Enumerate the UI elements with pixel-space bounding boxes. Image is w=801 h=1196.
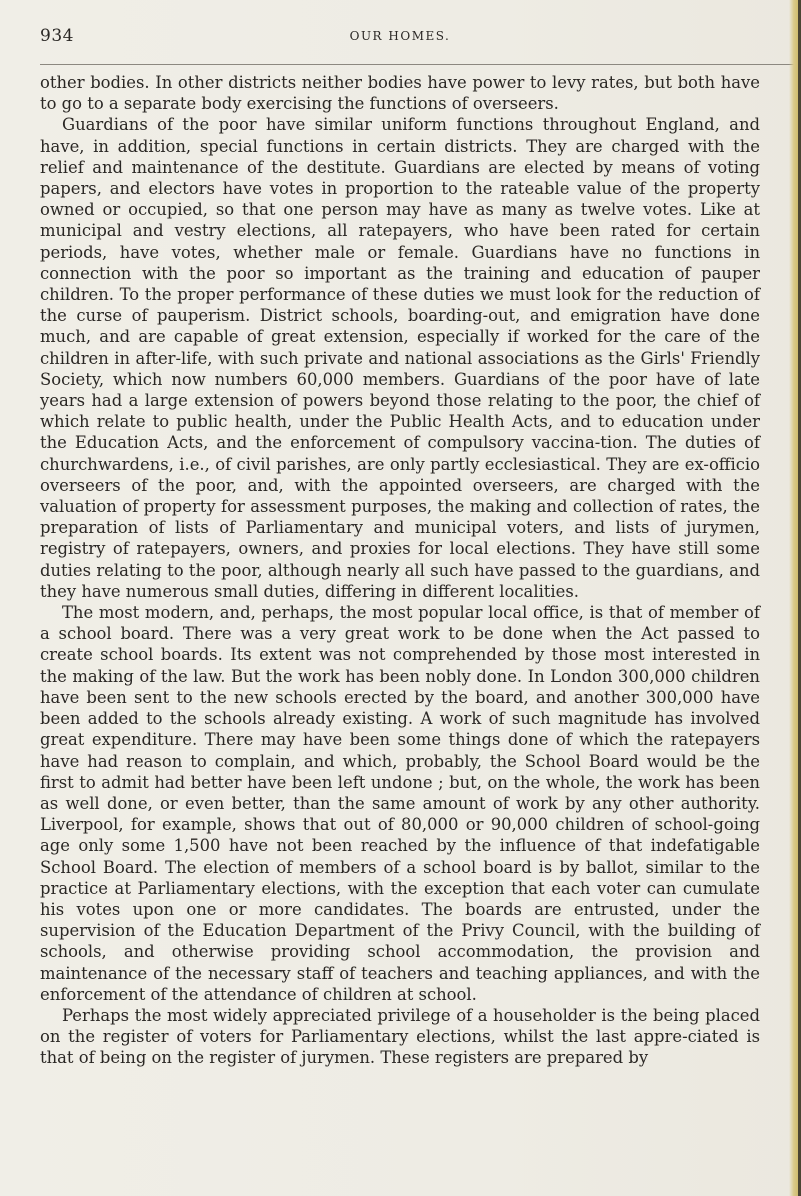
page-number: 934 <box>40 26 74 46</box>
page-header <box>40 26 760 54</box>
paragraph-continued: other bodies. In other districts neither bodies have power to levy rates, but both have to go to a separate body exercising the functions of overseers. <box>40 73 760 114</box>
paragraph-guardians: Guardians of the poor have similar uniform functions throughout England, and have, in addition, special functions in certain districts. They are charged with the relief and maintenance of the destitute. Guardians are elected by means of voting papers, and electors have votes in proportion to the rateable value of the property owned or occupied, so that one person may have as many as twelve votes. Like at municipal and vestry elections, all ratepayers, who have been rated for certain periods, have votes, whether male or female. Guardians have no functions in connection with the poor so important as the training and education of pauper children. To the proper performance of these duties we must look for the reduction of the curse of pauperism. District schools, boarding-out, and emigration have done much, and are capable of great extension, especially if worked for the care of the children in after-life, with such private and national associations as the Girls' Friendly Society, which now numbers 60,000 members. Guardians of the poor have of late years had a large extension of powers beyond those relating to the poor, the chief of which relate to public health, under the Public Health Acts, and to education under the Education Acts, and the enforcement of compulsory vaccina-tion. The duties of churchwardens, i.e., of civil parishes, are only partly ecclesiastical. They are ex-officio overseers of the poor, and, with the appointed overseers, are charged with the valuation of property for assessment purposes, the making and collection of rates, the preparation of lists of Parliamentary and municipal voters, and lists of jurymen, registry of ratepayers, owners, and proxies for local elections. They have still some duties relating to the poor, although nearly all such have passed to the guardians, and they have numerous small duties, differing in different localities. <box>40 115 760 601</box>
running-head: OUR HOMES. <box>349 29 451 43</box>
paragraph-school-board: The most modern, and, perhaps, the most popular local office, is that of member of a school board. There was a very great work to be done when the Act passed to create school boards. Its extent was not comprehended by those most interested in the making of the law. But the work has been nobly done. In London 300,000 children have been sent to the new schools erected by the board, and another 300,000 have been added to the schools already existing. A work of such magnitude has involved great expenditure. There may have been some things done of which the ratepayers have had reason to complain, and which, probably, the School Board would be the first to admit had better have been left undone ; but, on the whole, the work has been as well done, or even better, than the same amount of work by any other authority. Liverpool, for example, shows that out of 80,000 or 90,000 children of school-going age only some 1,500 have not been reached by the influence of that indefatigable School Board. The election of members of a school board is by ballot, similar to the practice at Parliamentary elections, with the exception that each voter can cumulate his votes upon one or more candidates. The boards are entrusted, under the supervision of the Education Department of the Privy Council, with the building of schools, and otherwise providing school accommodation, the provision and maintenance of the necessary staff of teachers and teaching appliances, and with the enforcement of the attendance of children at school. <box>40 603 760 1004</box>
header-rule <box>40 64 800 65</box>
body-text <box>40 72 760 1069</box>
paragraph-householder: Perhaps the most widely appreciated privilege of a householder is the being placed on the register of voters for Parliamentary elections, whilst the last appre-ciated is that of being on the register of jurymen. These registers are prepared by <box>40 1005 760 1068</box>
